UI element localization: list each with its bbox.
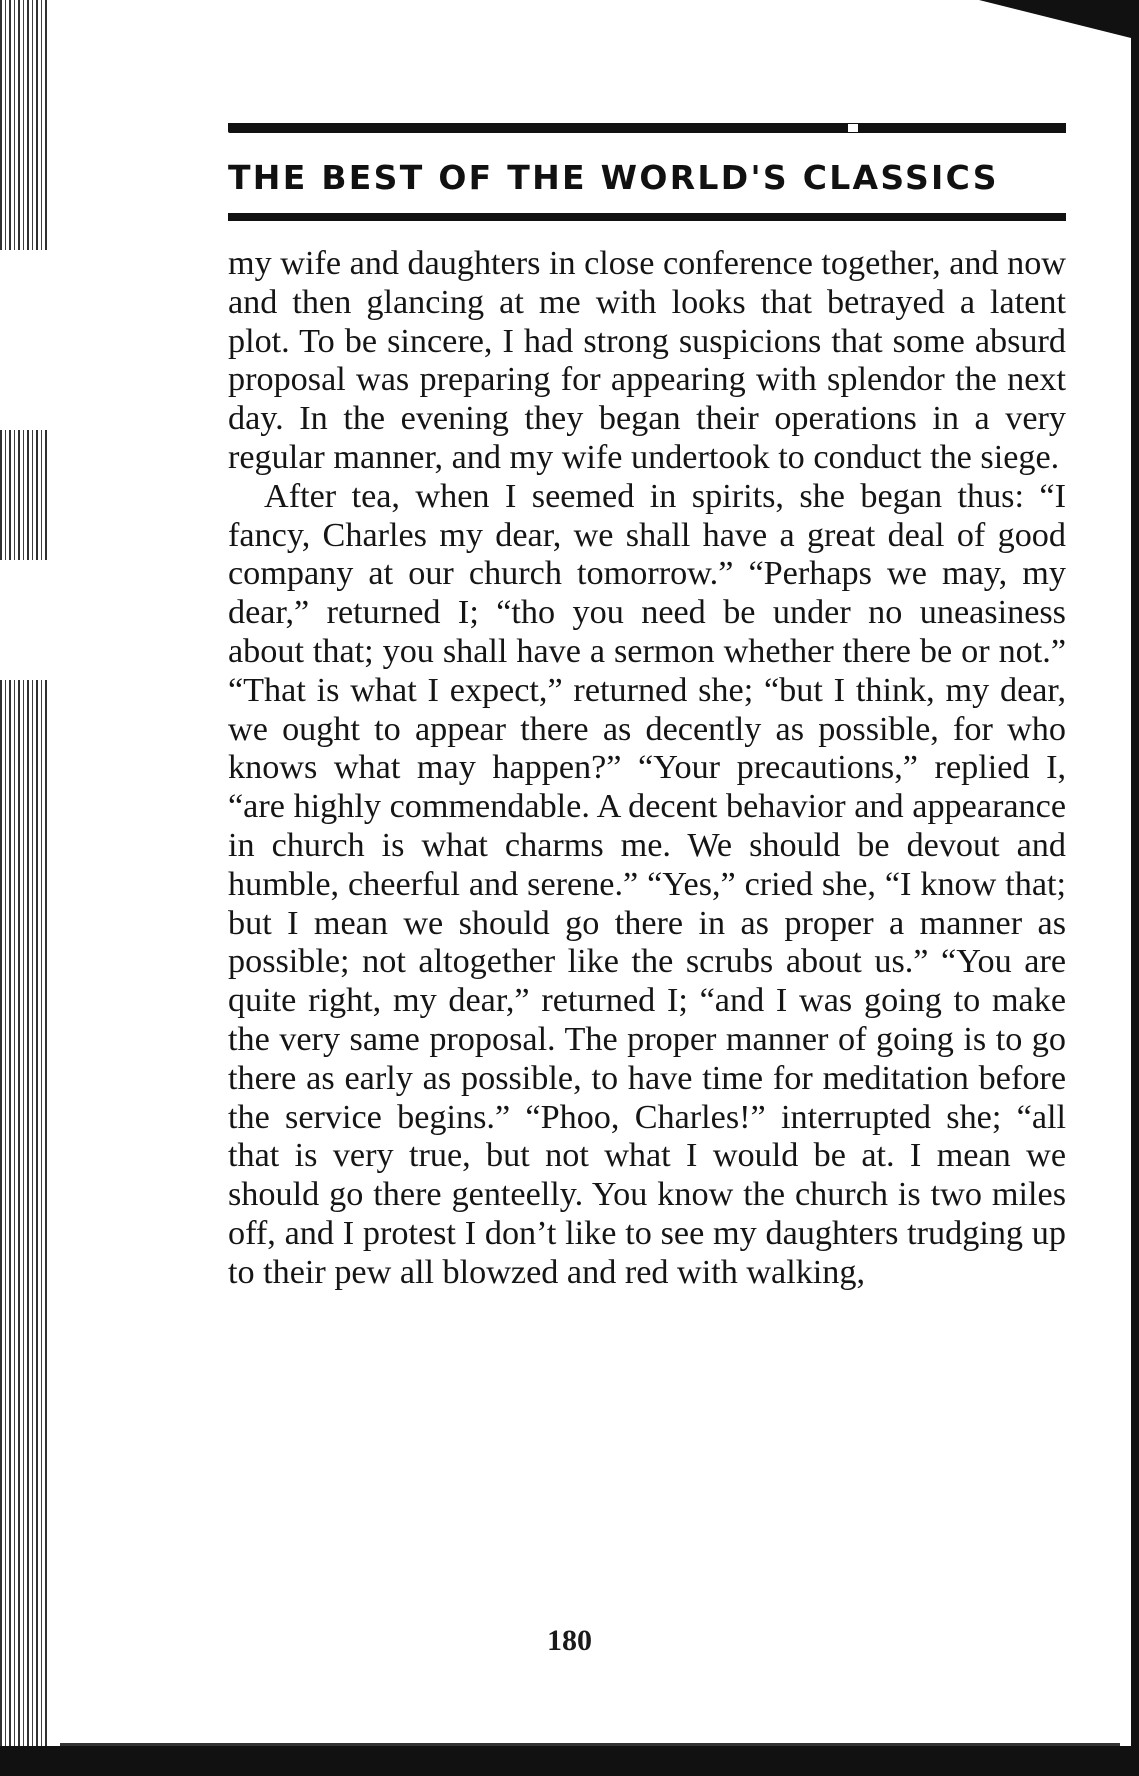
binding-gap bbox=[0, 250, 50, 430]
binding-gap bbox=[0, 560, 50, 680]
header-rule-top bbox=[228, 123, 1066, 133]
page-number: 180 bbox=[547, 1624, 592, 1657]
page-body bbox=[228, 245, 1066, 1293]
book-binding-shadow bbox=[0, 0, 50, 1776]
page-edge-bottom bbox=[0, 1746, 1139, 1776]
paragraph: After tea, when I seemed in spirits, she began thus: “I fancy, Charles my dear, we shall have a great deal of good company at our church tomorrow.” “Perhaps we may, my dear,” returned I; “tho you need be under no uneasiness about that; you shall have a sermon whether there be or not.” “That is what I expect,” returned she; “but I think, my dear, we ought to appear there as decently as possible, for who knows what may happen?” “Your precautions,” replied I, “are highly commendable. A decent behavior and appearance in church is what charms me. We should be devout and humble, cheerful and serene.” “Yes,” cried she, “I know that; but I mean we should go there in as proper a manner as possible; not altogether like the scrubs about us.” “You are quite right, my dear,” returned I; “and I was going to make the very same proposal. The proper manner of going is to go there as early as possible, to have time for meditation before the service begins.” “Phoo, Charles!” interrupted she; “all that is very true, but not what I would be at. I mean we should go there genteelly. You know the church is two miles off, and I protest I don’t like to see my daughters trudging up to their pew all blowzed and red with walking, bbox=[228, 477, 1066, 1291]
header-rule-bottom bbox=[228, 213, 1066, 221]
running-title: THE BEST OF THE WORLD'S CLASSICS bbox=[228, 158, 999, 197]
page-edge-right bbox=[1131, 0, 1139, 1776]
paragraph: my wife and daughters in close conference together, and now and then glancing at me with looks that betrayed a latent plot. To be sincere, I had strong suspicions that some absurd proposal was preparing for appearing with splendor the next day. In the evening they began their operations in a very regular manner, and my wife undertook to conduct the siege. bbox=[228, 245, 1066, 476]
page-corner-shadow bbox=[979, 0, 1139, 40]
